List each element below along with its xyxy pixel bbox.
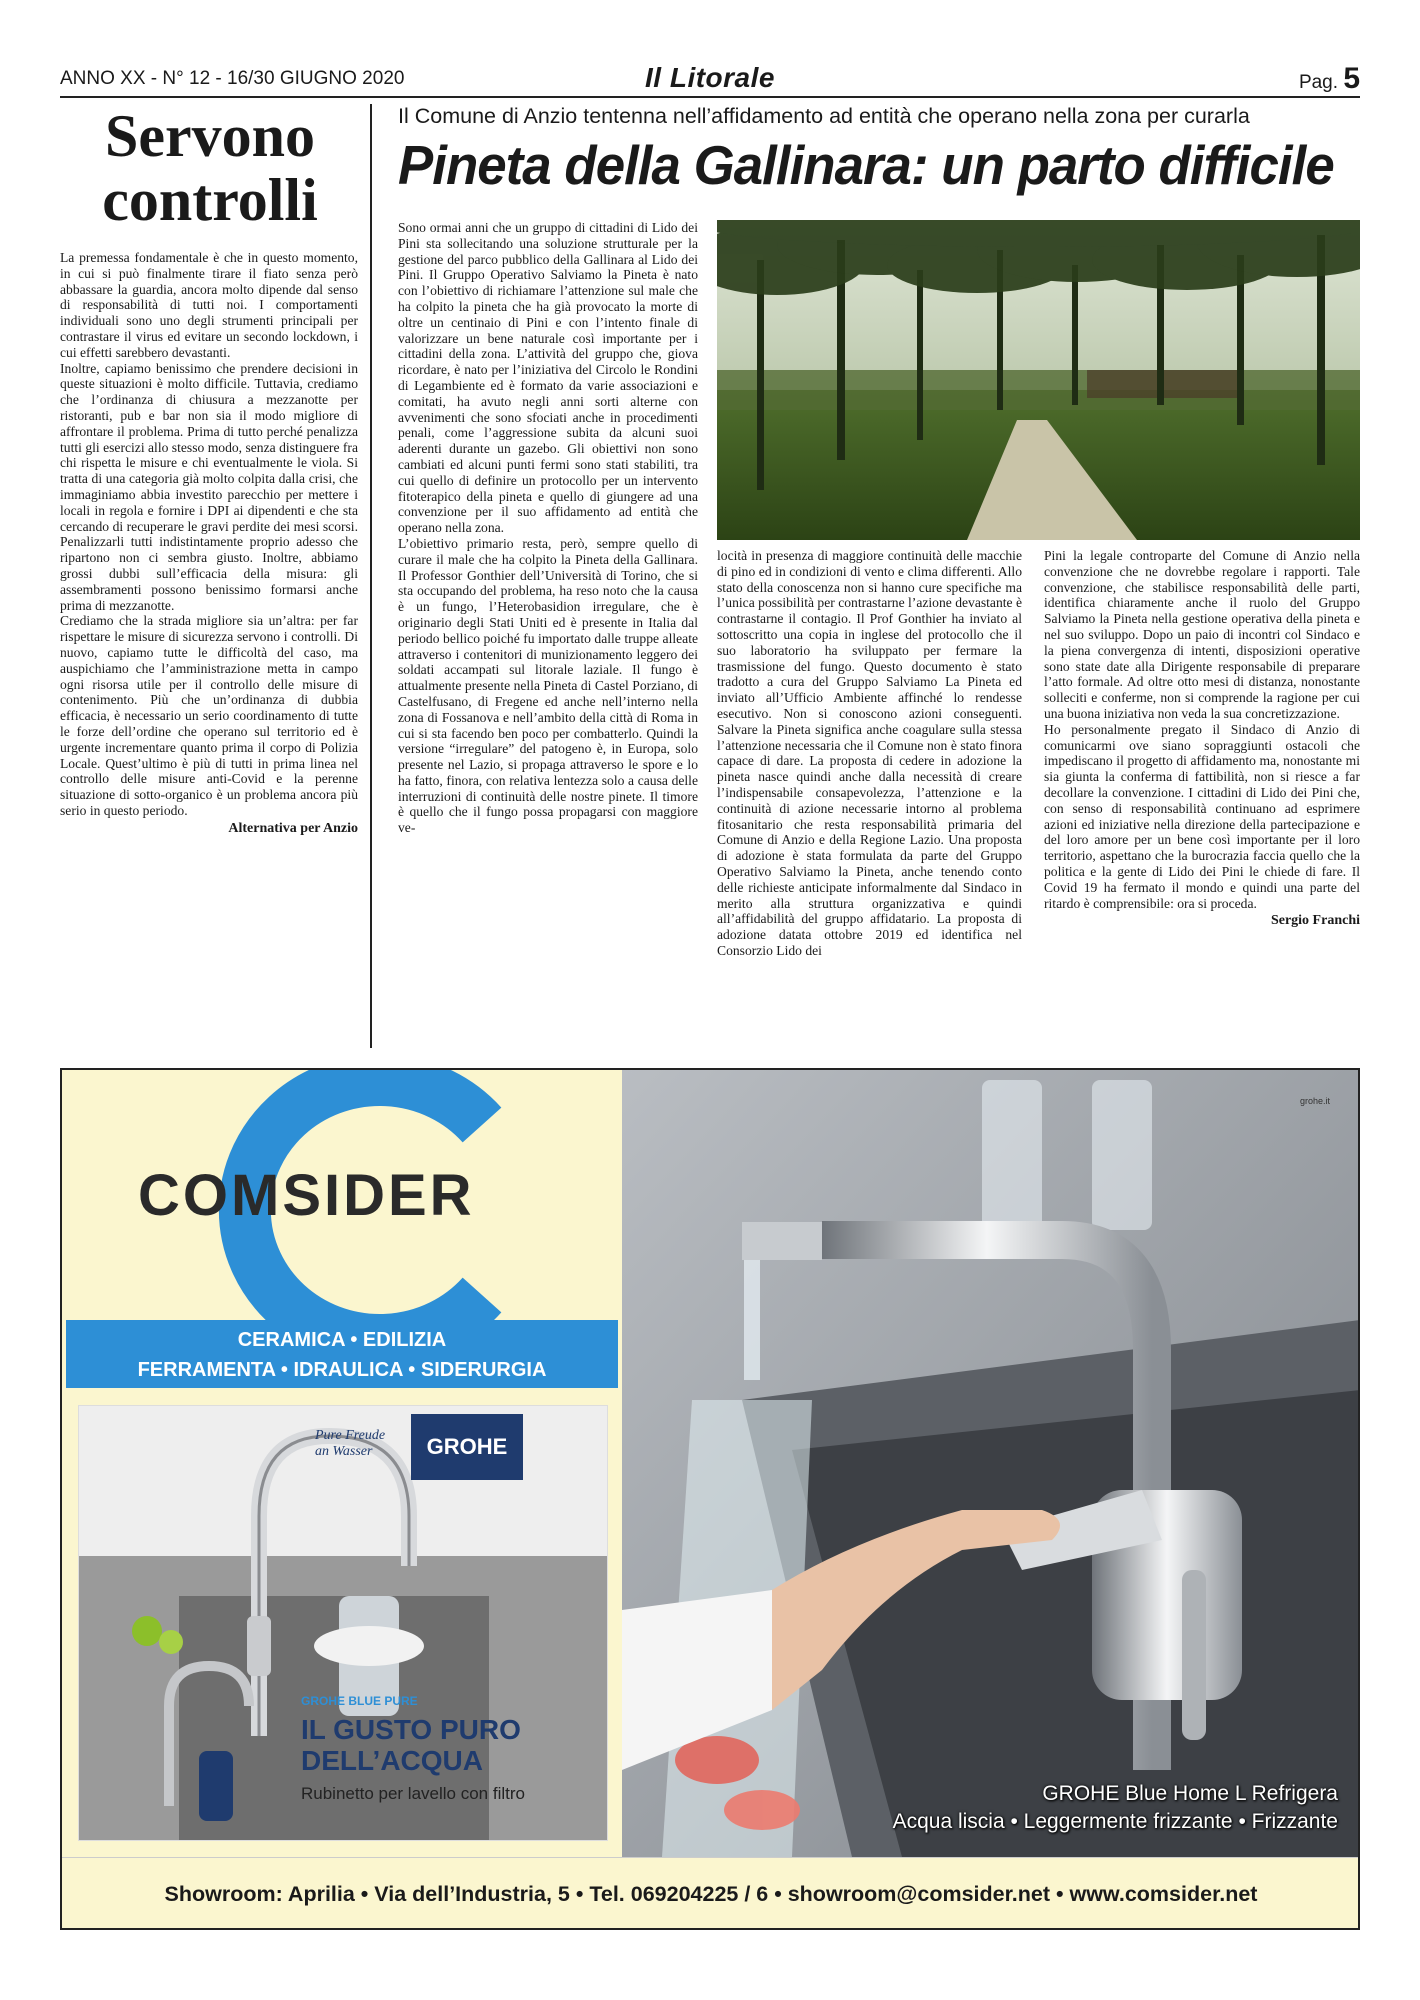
category-item: IDRAULICA — [293, 1359, 403, 1381]
caption-line2: Acqua liscia • Leggermente frizzante • Frizzante — [892, 1810, 1338, 1833]
category-item: CERAMICA — [237, 1329, 345, 1351]
main-article-col2 — [717, 548, 1022, 959]
page-number: 5 — [1343, 62, 1360, 95]
showroom-bar: Showroom: Aprilia • Via dell’Industria, 5 • Tel. 069204225 / 6 • showroom@comsider.net • www.comsider.net — [62, 1857, 1360, 1930]
inset-subtitle: Rubinetto per lavello con filtro — [301, 1784, 525, 1803]
left-headline — [60, 104, 360, 232]
paragraph: Pini la legale controparte del Comune di Anzio nella convenzione che ne dovrebbe regolare i rapporti. Tale convenzione, che stabilisce responsabilità delle parti, identifica chiaramente anche il ruolo del Gruppo Salviamo la Pineta nella gestione operativa della pineta e nel suo sviluppo. Dopo un paio di incontri col Sindaco e la piena convergenza di intenti, disposizioni operative sono state date alla Dirigente responsabile di preparare l’atto formale. Ad oltre otto mesi di distanza, nonostante solleciti e conferme, non si comprende la ragione per cui una buona iniziativa non veda la sua concretizzazione. — [1044, 548, 1360, 721]
main-article-col1 — [398, 220, 698, 836]
faucet-photo — [622, 1070, 1360, 1857]
brand-name: COMSIDER — [138, 1163, 475, 1228]
paragraph: locità in presenza di maggiore continuità delle macchie di pino ed in condizioni di vento e clima differenti. Allo stato della conoscenza non si hanno cure specifiche ma l’unica possibilità per contrastarne l’azione devastante è contrastarne il contagio. Il Prof Gonthier ha inviato al sottoscritto una copia in inglese del protocollo che il suo laboratorio ha sviluppato per fermare la trasmissione del fungo. Questo documento è stato tradotto a cura del Gruppo Salviamo La Pineta ed inviato all’Ufficio Ambiente affinché lo rendesse esecutivo. Non si conoscono azioni conseguenti. Salvare la Pineta significa anche coagulare sulla stessa l’attenzione necessaria che il Comune non è stato finora capace di dare. La proposta di cedere in adozione la pineta nasce quindi anche dalla necessità di creare l’indispensabile consapevolezza, l’attenzione e la continuità di azione necessarie intorno al problema fitosanitario che resta responsabilità primaria del Comune di Anzio e della Regione Lazio. Una proposta di adozione è stata formulata da parte del Gruppo Operativo Salviamo la Pineta, anche tenendo conto delle richieste anticipate informalmente dal Sindaco in merito alla struttura organizzativa e quindi all’affidabilità del gruppo affidatario. La proposta di adozione datata ottobre 2019 ed identifica nel Consorzio Lido dei — [717, 548, 1022, 958]
grohe-script-text — [315, 1428, 385, 1460]
grohe-inset — [78, 1405, 608, 1841]
left-article-body — [60, 250, 358, 836]
left-headline-line2: controlli — [102, 167, 318, 233]
page-header — [60, 62, 1360, 98]
grohe-logo: GROHE — [411, 1414, 523, 1480]
left-headline-line1: Servono — [105, 103, 315, 169]
product-caption — [893, 1780, 1338, 1836]
column-divider — [370, 104, 372, 1048]
slogan-line2: DELL’ACQUA — [301, 1745, 483, 1776]
paragraph: Sono ormai anni che un gruppo di cittadini di Lido dei Pini sta sollecitando una soluzione strutturale per la gestione del parco pubblico della Gallinara al Lido dei Pini. Il Gruppo Operativo Salviamo la Pineta è nato con l’obiettivo di richiamare l’attenzione sul male che ha colpito la pineta che ha già provocato la morte di oltre un centinaio di Pini e con l’intento finale di valorizzare un bene naturale così importante per i cittadini della zona. L’attività del gruppo che, giova ricordare, è nato per l’iniziativa del Circolo le Rondini di Legambiente ed è formato da varie associazioni e comitati, ha avuto negli anni sorti alterne con avvenimenti che sono sfociati anche in procedimenti penali, come l’aggressione subita da alcuni suoi aderenti durante un gazebo. Gli obiettivi non sono cambiati ed alcuni punti fermi sono stati stabiliti, tra cui quello di definire un protocollo per un intervento fitoterapico della pineta e quello di giungere ad una convenzione per il suo affidamento ad entità che operano nella zona. — [398, 220, 698, 536]
category-banner — [66, 1320, 618, 1388]
left-article-byline: Alternativa per Anzio — [228, 820, 358, 836]
bullet: • — [280, 1359, 288, 1381]
script-line1: Pure Freude — [315, 1428, 386, 1443]
main-article-byline: Sergio Franchi — [1270, 913, 1360, 929]
main-kicker: Il Comune di Anzio tentenna nell’affidamento ad entità che operano nella zona per curarla — [398, 104, 1250, 128]
paragraph: L’obiettivo primario resta, però, sempre quello di curare il male che ha colpito la Pineta della Gallinara. Il Professor Gonthier dell’Università di Torino, che si sta occupando del problema, ha reso noto che la causa è un fungo, l’Heterobasidion irregulare, che è originario degli Stati Uniti ed è presente in Italia dal periodo bellico poiché fu importato dalle truppe alleate attraverso i contenitori di munizionamento leggero dei soldati accampati sul litorale laziale. Il fungo è attualmente presente nella Pineta di Castel Porziano, di Castelfusano, di Fregene ed anche nell’interno nella zona di Fossanova e nell’ambito della città di Roma in cui si sta facendo ben poco per combatterlo. Quindi la versione “irregulare” del patogeno è, in Europa, solo presente nel Lazio, si propaga attraverso le spore e lo ha fatto, finora, con relativa lentezza solo a causa delle interruzioni di continuità delle nostre pinete. Il timore è quello che il fungo possa propagarsi con maggiore ve- — [398, 535, 698, 836]
paragraph: Inoltre, capiamo benissimo che prendere decisioni in queste situazioni è molto difficile. Tuttavia, crediamo che l’ordinanza di chiusura a mezzanotte per ristoranti, pub e bar non sia il modo migliore di affrontare il problema. Prima di tutto perché penalizza tutti gli esercizi allo stesso modo, senza distinguere fra chi rispetta le misure e chi eventualmente le viola. Si tratta di una categoria già molto colpita dalla crisi, che immaginiamo abbia investito parecchio per mettere i locali in regola e fornire i DPI ai dipendenti e che sta cercando di recuperare le gravi perdite dei mesi scorsi. Penalizzarli tutti indistintamente proprio adesso che ripartono non ci sembra giusto. Inoltre, abbiamo grossi dubbi sull’efficacia della misura: gli assembramenti possono benissimo formarsi anche prima di mezzanotte. — [60, 360, 358, 613]
category-line-1 — [66, 1325, 618, 1355]
script-line2: an Wasser — [315, 1444, 373, 1459]
ad-left-panel — [62, 1070, 622, 1857]
comsider-advertisement — [60, 1068, 1360, 1930]
pine-forest-illustration — [717, 220, 1360, 540]
issue-info: ANNO XX - N° 12 - 16/30 GIUGNO 2020 — [60, 68, 405, 89]
paragraph: Crediamo che la strada migliore sia un’altra: per far rispettare le misure di sicurezza servono i controlli. Di nuovo, capiamo tutte le difficoltà del caso, ma auspichiamo che l’amministrazione metta in campo ogni risorsa utile per il controllo delle misure di contenimento. Più che un’ordinanza di dubbia efficacia, è necessario un serio coordinamento di tutte le forze dell’ordine che operano sul territorio ed è urgente incrementare quanto prima il corpo di Polizia Locale. Quest’ultimo è più di tutti in prima linea nel controllo delle misure anti-Covid e la perenne situazione di sotto-organico è un problema ancora più serio in questo periodo. — [60, 613, 358, 818]
page-label: Pag. — [1298, 72, 1339, 93]
category-item: EDILIZIA — [362, 1329, 447, 1351]
paragraph: Ho personalmente pregato il Sindaco di Anzio di comunicarmi ove siano sopraggiunti ostacoli che impediscano il progetto di affidamento ma, nonostante mi sia giunta la conferma di fattibilità, non si riesce a far decollare la convenzione. I cittadini di Lido dei Pini che, con senso di responsabilità continuano ad esprimere azioni ed iniziative nella direzione della partecipazione e del loro amore per un bene così importante per il loro territorio, aspettano che la burocrazia faccia quello che la politica e la gente di Lido dei Pini le chiede di fare. Il Covid 19 ha fermato il mondo e quindi una parte del ritardo è comprensibile: ora si proceda. — [1044, 721, 1360, 911]
page-number-label — [1299, 62, 1360, 96]
category-line-2 — [66, 1355, 618, 1385]
slogan-line1: IL GUSTO PURO — [301, 1714, 521, 1745]
caption-line1: GROHE Blue Home L Refrigera — [1042, 1782, 1338, 1805]
product-line: GROHE BLUE PURE — [301, 1694, 418, 1708]
masthead: Il Litorale — [645, 62, 775, 93]
pine-forest-photo — [717, 220, 1360, 540]
slogan — [301, 1714, 521, 1776]
paragraph: La premessa fondamentale è che in questo momento, in cui si può finalmente tirare il fiato senza però abbassare la guardia, ancora molto dipende dal senso di responsabilità di tutti noi. I comportamenti individuali sono uno degli strumenti principali per contrastare il virus ed evitare un secondo lockdown, i cui effetti sarebbero devastanti. — [60, 250, 358, 360]
bullet: • — [350, 1329, 358, 1351]
bullet: • — [408, 1359, 416, 1381]
category-item: FERRAMENTA — [137, 1359, 276, 1381]
faucet-illustration — [622, 1070, 1360, 1857]
main-article-col3 — [1044, 548, 1360, 929]
category-item: SIDERURGIA — [420, 1359, 547, 1381]
main-headline: Pineta della Gallinara: un parto difficile — [398, 134, 1334, 196]
photo-watermark: grohe.it — [1299, 1096, 1330, 1106]
